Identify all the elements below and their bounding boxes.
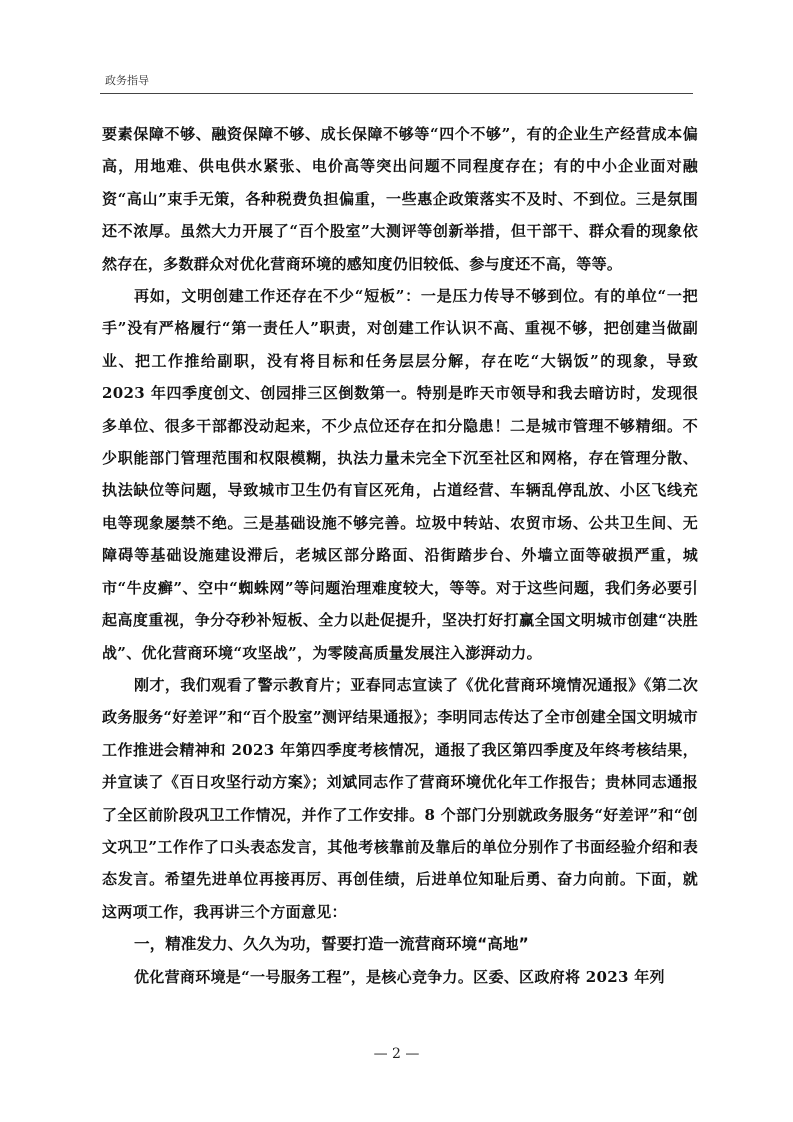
page-number: — 2 — [373, 1046, 420, 1062]
section-heading-1: 一，精准发力、久久为功，誓要打造一流营商环境“高地” [134, 935, 529, 954]
paragraph-civilization-shortcomings: 再如，文明创建工作还存在不少“短板”：一是压力传导不够到位。有的单位“一把手”没有严格履行“第一责任人”职责，对创建工作认识不高、重视不够，把创建当做副业、把工作推给副职，没有将目标和任务层层分解，存在吃“大锅饭”的现象，导致 2023 年四季度创文、创园排三区倒数第一。特别是昨天市领导和我去暗访时，发现很多单位、很多干部都没动起来，不少点位还存在扣分隐患！二是城市管理不够精细。不少职能部门管理范围和权限模糊，执法力量未完全下沉至社区和网格，存在管理分散、执法缺位等问题，导致城市卫生仍有盲区死角，占道经营、车辆乱停乱放、小区飞线充电等现象屡禁不绝。三是基础设施不够完善。垃圾中转站、农贸市场、公共卫生间、无障碍等基础设施建设滞后，老城区部分路面、沿街踏步台、外墙立面等破损严重，城市“牛皮癣”、空中“蜘蛛网”等问题治理难度较大，等等。对于这些问题，我们务必要引起高度重视，争分夺秒补短板、全力以赴促提升，坚决打好打赢全国文明城市创建“决胜战”、优化营商环境“攻坚战”，为零陵高质量发展注入澎湃动力。 [102, 287, 698, 662]
header-divider [100, 93, 693, 94]
paragraph-continuation: 要素保障不够、融资保障不够、成长保障不够等“四个不够”，有的企业生产经营成本偏高，用地难、供电供水紧张、电价高等突出问题不同程度存在；有的中小企业面对融资“高山”束手无策，各种税费负担偏重，一些惠企政策落实不及时、不到位。三是氛围还不浓厚。虽然大力开展了“百个股室”大测评等创新举措，但干部干、群众看的现象依然存在，多数群众对优化营商环境的感知度仍旧较低、参与度还不高，等等。 [102, 125, 698, 273]
paragraph-meeting-summary: 刚才，我们观看了警示教育片；亚春同志宣读了《优化营商环境情况通报》《第二次政务服务“好差评”和“百个股室”测评结果通报》；李明同志传达了全市创建全国文明城市工作推进会精神和 2023 年第四季度考核情况，通报了我区第四季度及年终考核结果，并宣读了《百日攻坚行动方案》；刘斌同志作了营商环境优化年工作报告；贵林同志通报了全区前阶段巩卫工作情况，并作了工作安排。8 个部门分别就政务服务“好差评”和“创文巩卫”工作作了口头表态发言，其他考核靠前及靠后的单位分别作了书面经验介绍和表态发言。希望先进单位再接再厉、再创佳绩，后进单位知耻后勇、奋力向前。下面，就这两项工作，我再讲三个方面意见： [102, 675, 698, 921]
paragraph-business-environment: 优化营商环境是“一号服务工程”，是核心竞争力。区委、区政府将 2023 年列 [134, 967, 665, 986]
document-body [102, 118, 698, 993]
running-header: 政务指导 [105, 74, 149, 87]
